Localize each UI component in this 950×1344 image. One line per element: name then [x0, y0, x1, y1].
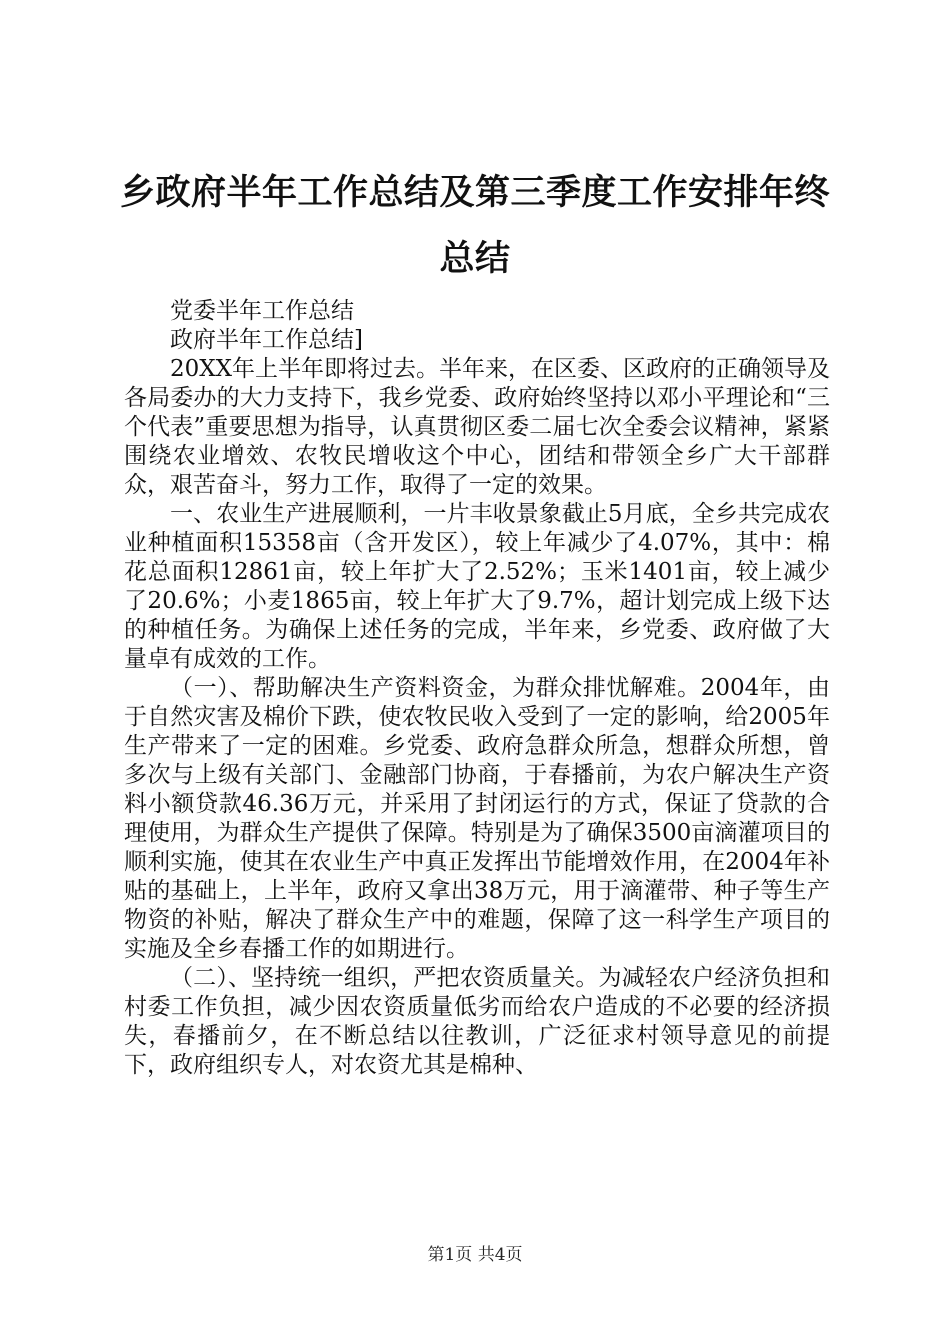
paragraph: 党委半年工作总结	[170, 298, 354, 324]
title-line-1: 乡政府半年工作总结及第三季度工作安排年终	[119, 173, 830, 213]
paragraph: （二）、坚持统一组织，严把农资质量关。为减轻农户经济负担和村委工作负担，减少因农资质量低劣而给农户造成的不必要的经济损失，春播前夕，在不断总结以往教训，广泛征求村领导意见的前提下，政府组织专人，对农资尤其是棉种、	[124, 965, 830, 1078]
title-line-2: 总结	[439, 239, 511, 279]
paragraph: （一）、帮助解决生产资料资金，为群众排忧解难。2004年，由于自然灾害及棉价下跌，使农牧民收入受到了一定的影响，给2005年生产带来了一定的困难。乡党委、政府急群众所急，想群众所想，曾多次与上级有关部门、金融部门协商，于春播前，为农户解决生产资料小额贷款46.36万元，并采用了封闭运行的方式，保证了贷款的合理使用，为群众生产提供了保障。特别是为了确保3500亩滴灌项目的顺利实施，使其在农业生产中真正发挥出节能增效作用，在2004年补贴的基础上，上半年，政府又拿出38万元，用于滴灌带、种子等生产物资的补贴，解决了群众生产中的难题，保障了这一科学生产项目的实施及全乡春播工作的如期进行。	[124, 675, 830, 962]
document-body	[124, 297, 830, 1080]
paragraph: 一、农业生产进展顺利，一片丰收景象截止5月底，全乡共完成农业种植面积15358亩（含开发区），较上年减少了4.07%，其中：棉花总面积12861亩，较上年扩大了2.52%；玉米1401亩，较上减少了20.6%；小麦1865亩，较上年扩大了9.7%，超计划完成上级下达的种植任务。为确保上述任务的完成，半年来，乡党委、政府做了大量卓有成效的工作。	[124, 501, 830, 672]
page-number: 第1页 共4页	[427, 1245, 523, 1265]
page-footer	[0, 1243, 950, 1267]
paragraph: 政府半年工作总结]	[170, 327, 363, 353]
document-title	[110, 160, 840, 292]
paragraph: 20XX年上半年即将过去。半年来，在区委、区政府的正确领导及各局委办的大力支持下，我乡党委、政府始终坚持以邓小平理论和“三个代表”重要思想为指导，认真贯彻区委二届七次全委会议精神，紧紧围绕农业增效、农牧民增收这个中心，团结和带领全乡广大干部群众，艰苦奋斗，努力工作，取得了一定的效果。	[124, 356, 831, 498]
